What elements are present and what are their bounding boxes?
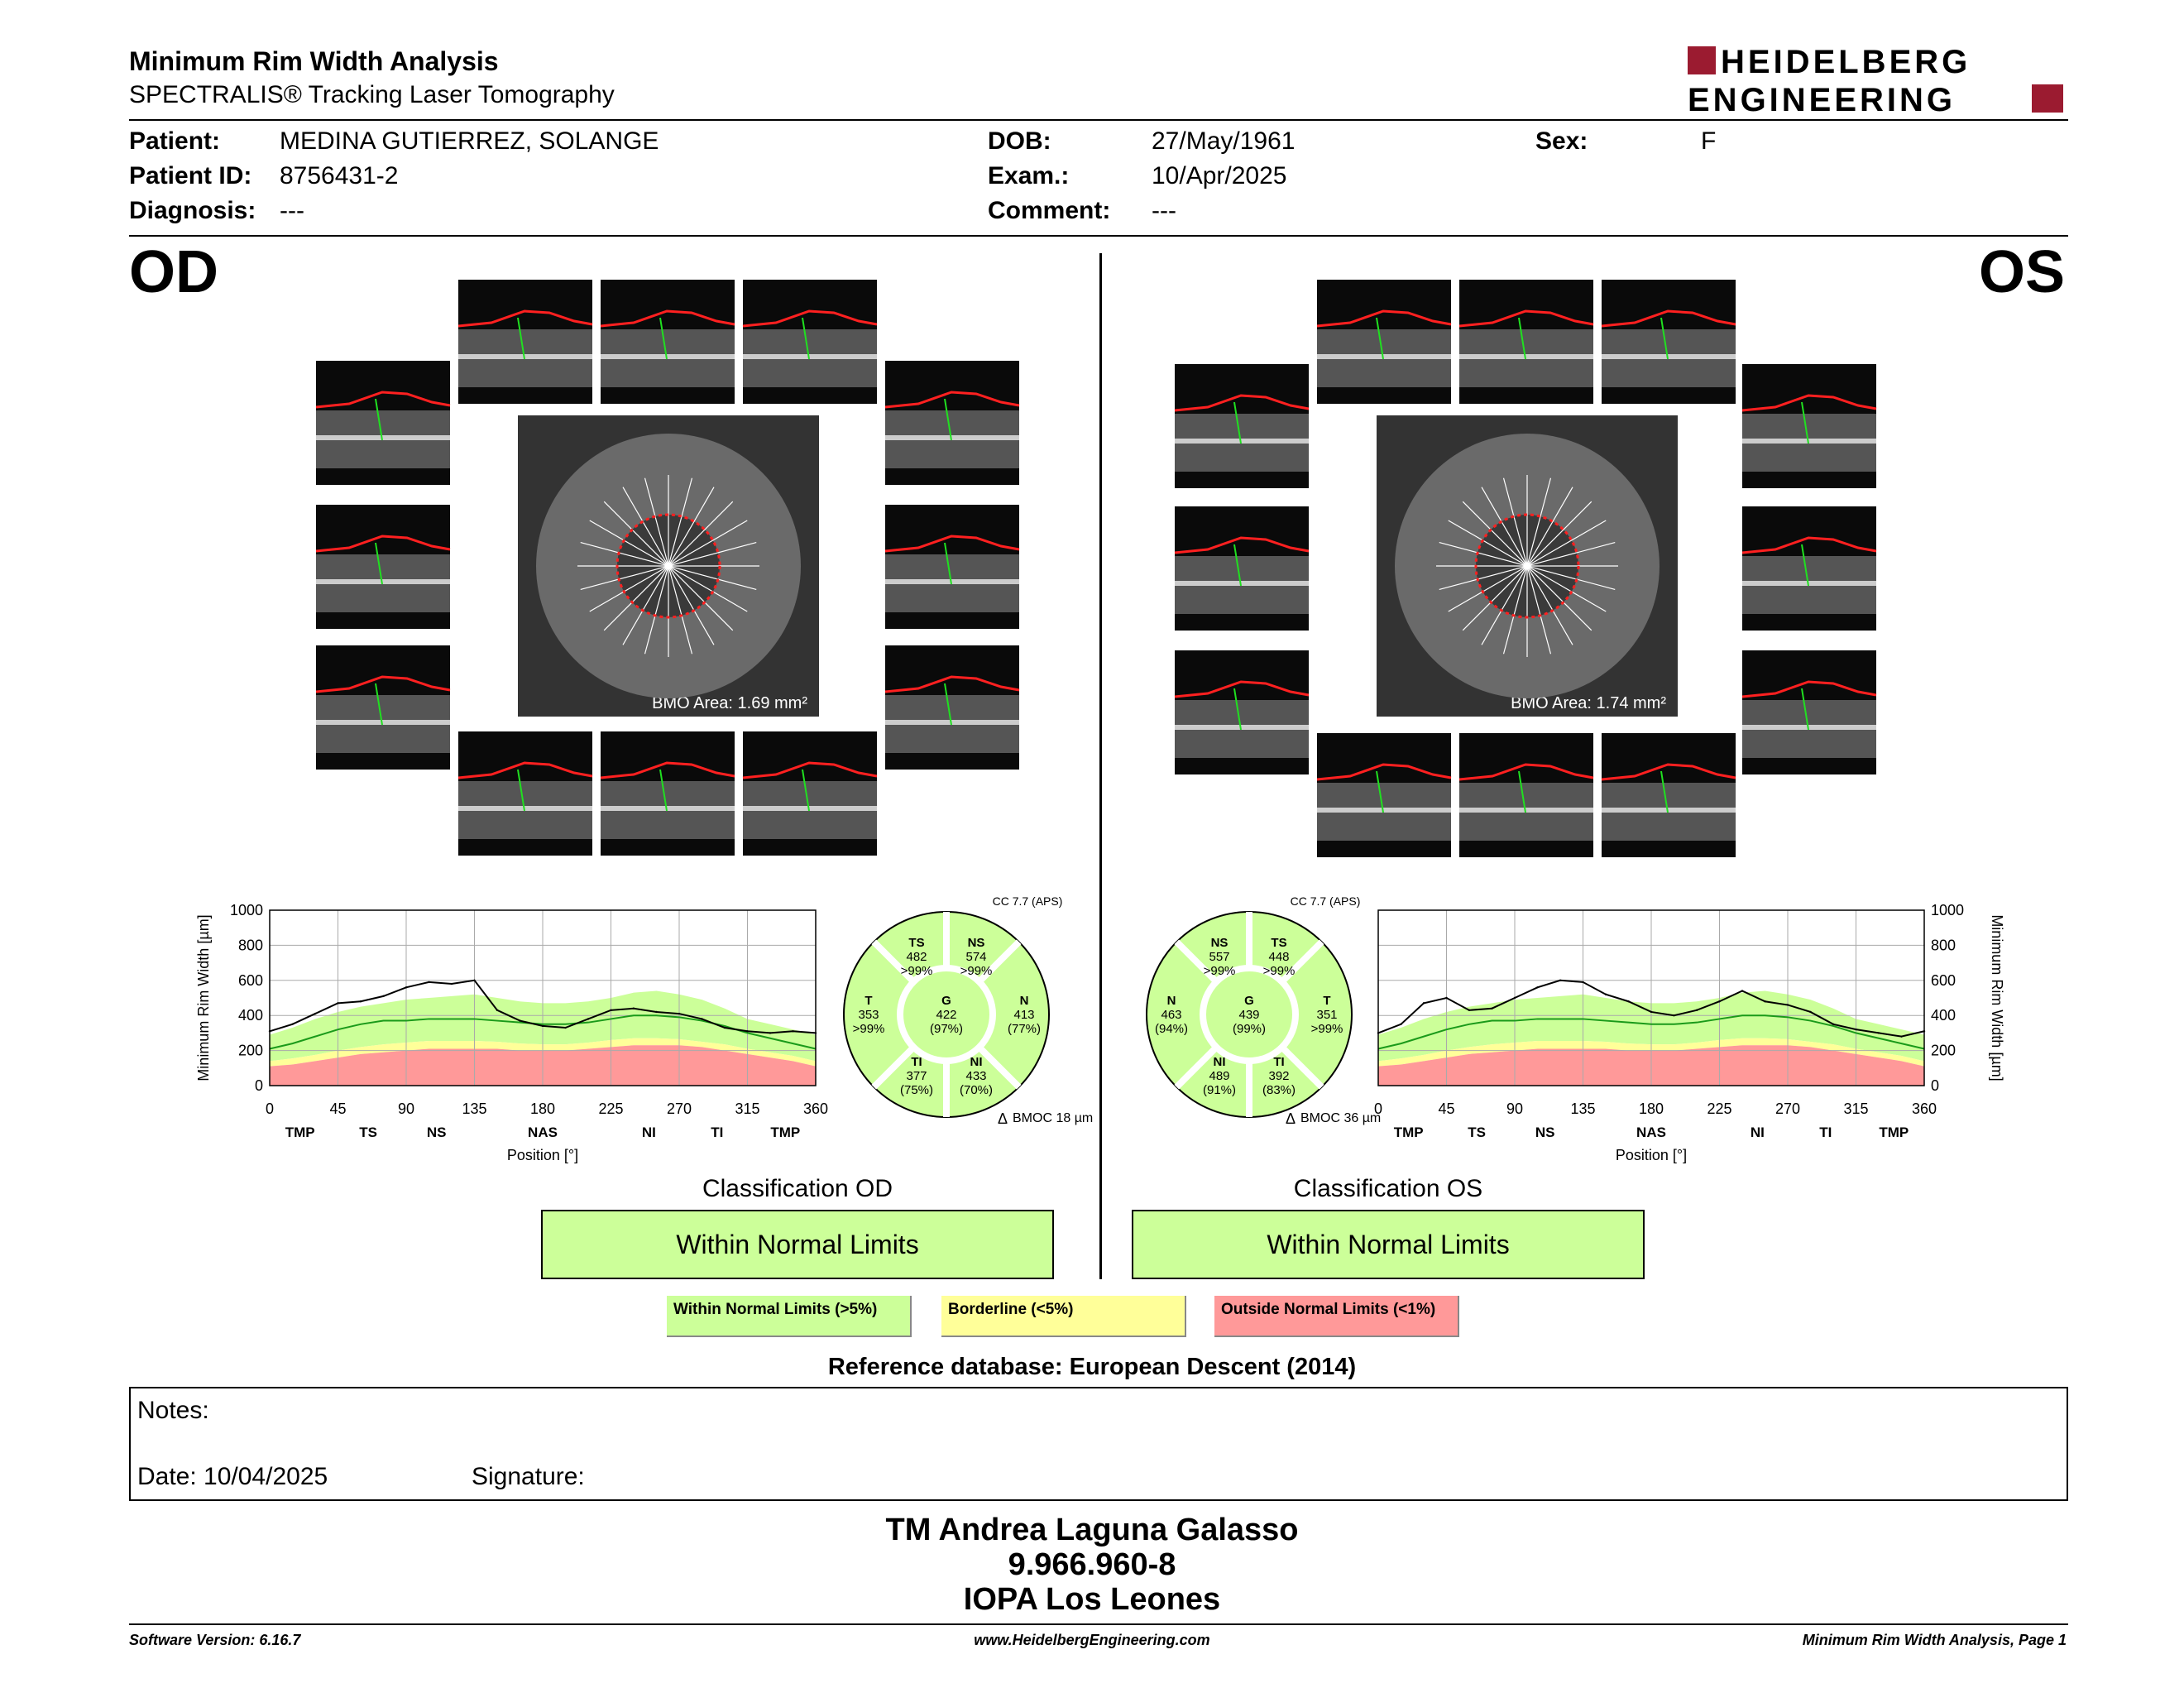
rpe-band xyxy=(458,354,592,359)
x-tick-label: 0 xyxy=(1373,1101,1383,1117)
sector-t-text: >99% xyxy=(852,1022,885,1036)
oct-scan-graphic xyxy=(1317,280,1451,404)
sector-ti-text: (75%) xyxy=(899,1083,934,1097)
oct-scan-graphic xyxy=(1742,364,1876,488)
x-tick-label: 180 xyxy=(529,1101,556,1117)
software-version: Software Version: 6.16.7 xyxy=(129,1632,301,1648)
rpe-band xyxy=(1459,808,1593,813)
sector-ns-text: 574 xyxy=(965,950,987,964)
os-oct-scan xyxy=(1175,650,1309,774)
oct-scan-graphic xyxy=(1459,280,1593,404)
measured-point xyxy=(1809,1011,1811,1013)
rpe-band xyxy=(1742,725,1876,730)
sector-axis-label: NS xyxy=(1535,1125,1555,1140)
ilm-line xyxy=(601,311,735,326)
ilm-line xyxy=(1602,311,1736,326)
ilm-line xyxy=(1742,682,1876,697)
ilm-line xyxy=(885,536,1019,551)
rpe-band xyxy=(743,354,877,359)
sector-ts-text: >99% xyxy=(900,964,933,978)
sector-ns-text: NS xyxy=(1210,936,1228,950)
measured-point xyxy=(1855,1029,1856,1030)
measured-point xyxy=(633,1008,635,1009)
oct-scan-graphic xyxy=(1742,650,1876,774)
ilm-line xyxy=(1459,765,1593,779)
measured-point xyxy=(1605,994,1607,995)
od-classification-value: Within Normal Limits xyxy=(541,1210,1054,1279)
x-tick-label: 315 xyxy=(735,1101,760,1117)
measured-point xyxy=(360,1000,362,1002)
rpe-band xyxy=(1742,581,1876,586)
measured-point xyxy=(337,1002,338,1004)
y-tick-label: 400 xyxy=(1931,1007,1956,1024)
sector-ti-text: TI xyxy=(911,1055,922,1069)
measured-point xyxy=(610,1009,611,1011)
comment-value: --- xyxy=(1152,197,1176,224)
ilm-line xyxy=(1175,682,1309,697)
x-tick-label: 135 xyxy=(1570,1101,1596,1117)
od-oct-scan xyxy=(601,280,735,404)
od-oct-scan xyxy=(743,280,877,404)
os-oct-scan xyxy=(1459,733,1593,857)
sector-axis-label: TS xyxy=(359,1125,378,1140)
fundus-graphic xyxy=(518,415,819,717)
signer-name: TM Andrea Laguna Galasso xyxy=(885,1513,1299,1547)
oct-scan-graphic xyxy=(1317,733,1451,857)
ilm-line xyxy=(1459,311,1593,326)
sector-ns-text: >99% xyxy=(960,964,993,978)
y-tick-label: 200 xyxy=(1931,1042,1956,1059)
os-oct-scan xyxy=(1175,364,1309,488)
od-oct-scan xyxy=(316,505,450,629)
sector-g-text: G xyxy=(941,994,951,1008)
rpe-band xyxy=(316,435,450,440)
os-oct-scan xyxy=(1459,280,1593,404)
oct-scan-graphic xyxy=(316,645,450,770)
sector-axis-label: NI xyxy=(1750,1125,1765,1140)
y-tick-label: 400 xyxy=(237,1007,263,1024)
od-oct-scan xyxy=(743,731,877,856)
os-sector-pie xyxy=(1147,912,1352,1117)
footer-page: Minimum Rim Width Analysis, Page 1 xyxy=(1802,1632,2067,1648)
ilm-line xyxy=(316,536,450,551)
logo-graphic xyxy=(1688,43,2068,117)
sector-axis-label: TI xyxy=(1819,1125,1832,1140)
x-tick-label: 135 xyxy=(462,1101,487,1117)
os-rim-width-chart xyxy=(1357,899,2019,1180)
measured-point xyxy=(405,986,407,988)
y-tick-label: 1000 xyxy=(229,902,263,918)
sex-label: Sex: xyxy=(1535,127,1588,155)
sector-n-text: 413 xyxy=(1013,1008,1035,1022)
measured-point xyxy=(382,995,384,997)
report-subtitle: SPECTRALIS® Tracking Laser Tomography xyxy=(129,81,615,108)
rpe-band xyxy=(1742,439,1876,444)
measured-point xyxy=(542,1025,544,1027)
delta-icon: Δ xyxy=(998,1110,1008,1127)
sector-ni-text: (91%) xyxy=(1202,1083,1237,1097)
x-tick-label: 45 xyxy=(329,1101,347,1117)
os-fundus-image xyxy=(1377,415,1678,717)
os-sector-diagram xyxy=(1138,894,1382,1127)
measured-point xyxy=(1673,1014,1674,1016)
x-tick-label: 90 xyxy=(1506,1101,1524,1117)
sector-t-text: T xyxy=(1323,994,1331,1008)
measured-point xyxy=(1491,1008,1492,1009)
patient-id: 8756431-2 xyxy=(280,162,399,189)
x-axis-label: Position [°] xyxy=(1615,1147,1688,1163)
header-divider xyxy=(129,119,2068,121)
y-tick-label: 800 xyxy=(1931,937,1956,954)
measured-point xyxy=(769,1032,771,1033)
oct-scan-graphic xyxy=(743,280,877,404)
sector-ti-text: (83%) xyxy=(1262,1083,1296,1097)
measured-point xyxy=(724,1027,726,1029)
oct-scan-graphic xyxy=(1602,280,1736,404)
sector-ni-text: 433 xyxy=(965,1069,987,1083)
sector-ti-text: 392 xyxy=(1268,1069,1290,1083)
oct-scan-graphic xyxy=(743,731,877,856)
y-tick-label: 200 xyxy=(237,1042,263,1059)
sector-axis-label: TMP xyxy=(285,1125,315,1140)
sector-t-text: 351 xyxy=(1316,1008,1338,1022)
measured-point xyxy=(519,1019,520,1021)
oct-scan-graphic xyxy=(458,731,592,856)
od-delta-label: BMOC 18 µm xyxy=(1013,1111,1094,1125)
delta-icon: Δ xyxy=(1286,1110,1296,1127)
sector-ts-text: >99% xyxy=(1262,964,1296,978)
measured-point xyxy=(314,1013,316,1014)
rpe-band xyxy=(1175,439,1309,444)
rpe-band xyxy=(885,720,1019,725)
x-tick-label: 45 xyxy=(1438,1101,1455,1117)
ilm-line xyxy=(885,392,1019,407)
rpe-band xyxy=(1175,581,1309,586)
diagnosis-value: --- xyxy=(280,197,304,224)
measured-point xyxy=(587,1018,589,1019)
sector-t-text: >99% xyxy=(1310,1022,1343,1036)
x-tick-label: 0 xyxy=(265,1101,275,1117)
sector-g-text: (97%) xyxy=(929,1022,964,1036)
sector-n-text: (94%) xyxy=(1154,1022,1189,1036)
measured-point xyxy=(1650,1011,1652,1013)
sector-ts-text: 448 xyxy=(1268,950,1290,964)
os-oct-scan xyxy=(1742,650,1876,774)
ilm-line xyxy=(1742,538,1876,553)
signature-label: Signature: xyxy=(472,1463,585,1490)
os-label: OS xyxy=(1978,239,2065,305)
exam-value: 10/Apr/2025 xyxy=(1152,162,1287,189)
sector-ni-text: 489 xyxy=(1209,1069,1230,1083)
oct-scan-graphic xyxy=(885,505,1019,629)
rpe-band xyxy=(1602,354,1736,359)
os-oct-scan xyxy=(1317,733,1451,857)
y-tick-label: 600 xyxy=(237,971,263,989)
os-classification-label: Classification OS xyxy=(1293,1175,1483,1202)
oct-scan-graphic xyxy=(601,280,735,404)
sector-t-text: 353 xyxy=(858,1008,879,1022)
rpe-band xyxy=(601,806,735,811)
od-cc-label: CC 7.7 (APS) xyxy=(992,894,1063,908)
x-axis-label: Position [°] xyxy=(506,1147,579,1163)
measured-point xyxy=(1445,997,1447,999)
ilm-line xyxy=(1175,396,1309,410)
heidelberg-logo xyxy=(1688,43,2068,117)
rpe-band xyxy=(1602,808,1736,813)
exam-label: Exam.: xyxy=(988,162,1070,189)
signer-organization: IOPA Los Leones xyxy=(963,1582,1221,1617)
ilm-line xyxy=(743,311,877,326)
oct-scan-graphic xyxy=(885,361,1019,485)
x-tick-label: 225 xyxy=(598,1101,624,1117)
os-cc-label: CC 7.7 (APS) xyxy=(1290,894,1361,908)
sector-ns-text: >99% xyxy=(1203,964,1236,978)
rpe-band xyxy=(885,579,1019,584)
rpe-band xyxy=(1175,725,1309,730)
x-tick-label: 360 xyxy=(802,1101,829,1117)
oct-scan-graphic xyxy=(316,361,450,485)
x-tick-label: 270 xyxy=(666,1101,692,1117)
oct-scan-graphic xyxy=(316,505,450,629)
dob-value: 27/May/1961 xyxy=(1152,127,1296,155)
patient-label: Patient: xyxy=(129,127,221,155)
legend-borderline: Borderline (<5%) xyxy=(941,1296,1186,1337)
measured-point xyxy=(746,1030,748,1032)
ilm-line xyxy=(1317,765,1451,779)
sector-g-text: G xyxy=(1244,994,1254,1008)
od-sector-pie xyxy=(844,912,1049,1117)
logo-line1: HEIDELBERG xyxy=(1721,44,1971,80)
eye-divider xyxy=(1099,253,1102,1279)
measured-point xyxy=(1832,1024,1834,1025)
od-bmo-area: BMO Area: 1.69 mm² xyxy=(652,694,807,712)
oct-scan-graphic xyxy=(1602,733,1736,857)
measured-point xyxy=(1536,986,1538,988)
logo-line2: ENGINEERING xyxy=(1688,82,1956,118)
od-oct-scan xyxy=(885,361,1019,485)
ilm-line xyxy=(316,677,450,692)
od-fundus-image xyxy=(518,415,819,717)
rpe-band xyxy=(1459,354,1593,359)
od-rim-width-chart xyxy=(190,899,836,1180)
measured-point xyxy=(473,980,475,981)
oct-scan-graphic xyxy=(1742,506,1876,631)
rpe-band xyxy=(316,720,450,725)
y-axis-label: Minimum Rim Width [µm] xyxy=(1989,914,2005,1081)
x-tick-label: 90 xyxy=(397,1101,415,1117)
os-classification-value: Within Normal Limits xyxy=(1132,1210,1645,1279)
notes-label: Notes: xyxy=(137,1397,209,1424)
measured-point xyxy=(1423,1002,1425,1004)
sex-value: F xyxy=(1701,127,1717,155)
x-tick-label: 180 xyxy=(1638,1101,1664,1117)
y-axis-label: Minimum Rim Width [µm] xyxy=(195,914,212,1081)
y-tick-label: 0 xyxy=(254,1077,263,1094)
measured-point xyxy=(1878,1032,1880,1033)
sector-g-text: 439 xyxy=(1238,1008,1260,1022)
measured-point xyxy=(792,1030,793,1032)
sector-ts-text: 482 xyxy=(906,950,927,964)
rpe-band xyxy=(1317,808,1451,813)
sector-axis-label: TS xyxy=(1468,1125,1487,1140)
os-delta-label: BMOC 36 µm xyxy=(1300,1111,1382,1125)
legend-within-normal: Within Normal Limits (>5%) xyxy=(667,1296,912,1337)
ilm-line xyxy=(1317,311,1451,326)
y-tick-label: 800 xyxy=(237,937,263,954)
rpe-band xyxy=(1317,354,1451,359)
sector-ni-text: NI xyxy=(1213,1055,1226,1069)
os-oct-scan xyxy=(1602,280,1736,404)
measured-point xyxy=(1718,1000,1720,1002)
od-oct-scan xyxy=(458,731,592,856)
fundus-graphic xyxy=(1377,415,1678,717)
ilm-line xyxy=(743,763,877,778)
oct-scan-graphic xyxy=(885,645,1019,770)
patient-id-label: Patient ID: xyxy=(129,162,252,189)
rpe-band xyxy=(316,579,450,584)
dob-label: DOB: xyxy=(988,127,1051,155)
x-tick-label: 315 xyxy=(1843,1101,1869,1117)
sector-ni-text: NI xyxy=(970,1055,983,1069)
oct-scan-graphic xyxy=(1175,364,1309,488)
measured-point xyxy=(678,1013,680,1014)
sector-n-text: N xyxy=(1019,994,1029,1008)
os-oct-scan xyxy=(1602,733,1736,857)
rpe-band xyxy=(743,806,877,811)
measured-point xyxy=(1514,997,1516,999)
measured-point xyxy=(428,981,429,983)
measured-point xyxy=(1559,980,1561,981)
od-oct-scan xyxy=(316,361,450,485)
ilm-line xyxy=(1742,396,1876,410)
measured-point xyxy=(564,1027,566,1029)
date-label: Date: 10/04/2025 xyxy=(137,1463,328,1490)
oct-scan-graphic xyxy=(601,731,735,856)
sector-ts-text: TS xyxy=(908,936,925,950)
measured-point xyxy=(1582,981,1583,983)
od-oct-scan xyxy=(885,505,1019,629)
sector-ns-text: 557 xyxy=(1209,950,1230,964)
rpe-band xyxy=(601,354,735,359)
od-oct-scan xyxy=(316,645,450,770)
measured-point xyxy=(1787,1004,1789,1005)
sector-g-text: (99%) xyxy=(1232,1022,1267,1036)
sector-t-text: T xyxy=(864,994,873,1008)
sector-ti-text: TI xyxy=(1273,1055,1285,1069)
sector-axis-label: TMP xyxy=(770,1125,801,1140)
measured-point xyxy=(451,983,453,985)
measured-point xyxy=(1627,1000,1629,1002)
od-label: OD xyxy=(129,239,218,305)
measured-point xyxy=(1696,1009,1698,1011)
y-tick-label: 1000 xyxy=(1931,902,1965,918)
sector-n-text: N xyxy=(1166,994,1176,1008)
sector-axis-label: NS xyxy=(426,1125,447,1140)
x-tick-label: 225 xyxy=(1707,1101,1732,1117)
oct-scan-graphic xyxy=(1175,506,1309,631)
oct-scan-graphic xyxy=(458,280,592,404)
sector-axis-label: NI xyxy=(641,1125,656,1140)
report-title: Minimum Rim Width Analysis xyxy=(129,46,499,76)
os-oct-scan xyxy=(1175,506,1309,631)
measured-point xyxy=(496,1009,498,1011)
measured-point xyxy=(1764,1000,1765,1002)
patient-name: MEDINA GUTIERREZ, SOLANGE xyxy=(280,127,659,155)
rpe-band xyxy=(885,435,1019,440)
legend-outside-normal: Outside Normal Limits (<1%) xyxy=(1214,1296,1459,1337)
measured-point xyxy=(655,1011,657,1013)
od-classification-label: Classification OD xyxy=(702,1175,893,1202)
ilm-line xyxy=(458,763,592,778)
measured-point xyxy=(1400,1024,1401,1025)
sector-axis-label: NAS xyxy=(1636,1125,1666,1140)
ilm-line xyxy=(601,763,735,778)
sector-g-text: 422 xyxy=(936,1008,957,1022)
sector-ni-text: (70%) xyxy=(959,1083,994,1097)
footer-divider xyxy=(129,1623,2068,1625)
footer-website[interactable]: www.HeidelbergEngineering.com xyxy=(974,1632,1210,1648)
os-oct-scan xyxy=(1742,506,1876,631)
ilm-line xyxy=(1602,765,1736,779)
measured-point xyxy=(701,1018,702,1019)
patient-divider xyxy=(129,235,2068,237)
measured-point xyxy=(1900,1035,1902,1037)
od-oct-scan xyxy=(458,280,592,404)
sector-ti-text: 377 xyxy=(906,1069,927,1083)
od-sector-diagram xyxy=(836,894,1094,1127)
sector-axis-label: TI xyxy=(711,1125,724,1140)
os-oct-scan xyxy=(1317,280,1451,404)
ilm-line xyxy=(458,311,592,326)
oct-scan-graphic xyxy=(1175,650,1309,774)
comment-label: Comment: xyxy=(988,197,1111,224)
rpe-band xyxy=(458,806,592,811)
x-tick-label: 270 xyxy=(1774,1101,1801,1117)
y-tick-label: 600 xyxy=(1931,971,1956,989)
ilm-line xyxy=(316,392,450,407)
sector-n-text: 463 xyxy=(1161,1008,1182,1022)
y-tick-label: 0 xyxy=(1931,1077,1940,1094)
notes-box[interactable] xyxy=(129,1387,2068,1501)
oct-scan-graphic xyxy=(1459,733,1593,857)
ilm-line xyxy=(1175,538,1309,553)
sector-ns-text: NS xyxy=(967,936,985,950)
x-tick-label: 360 xyxy=(1911,1101,1937,1117)
sector-axis-label: TMP xyxy=(1393,1125,1424,1140)
sector-axis-label: NAS xyxy=(528,1125,558,1140)
os-bmo-area: BMO Area: 1.74 mm² xyxy=(1511,694,1666,712)
diagnosis-label: Diagnosis: xyxy=(129,197,256,224)
sector-n-text: (77%) xyxy=(1007,1022,1042,1036)
measured-point xyxy=(1468,1009,1470,1011)
measured-point xyxy=(291,1024,293,1025)
sector-ts-text: TS xyxy=(1271,936,1287,950)
ilm-line xyxy=(885,677,1019,692)
reference-database: Reference database: European Descent (2014) xyxy=(827,1354,1357,1380)
od-oct-scan xyxy=(885,645,1019,770)
od-oct-scan xyxy=(601,731,735,856)
os-oct-scan xyxy=(1742,364,1876,488)
measured-point xyxy=(1741,990,1743,991)
sector-axis-label: TMP xyxy=(1879,1125,1909,1140)
signer-id: 9.966.960-8 xyxy=(1008,1547,1176,1582)
